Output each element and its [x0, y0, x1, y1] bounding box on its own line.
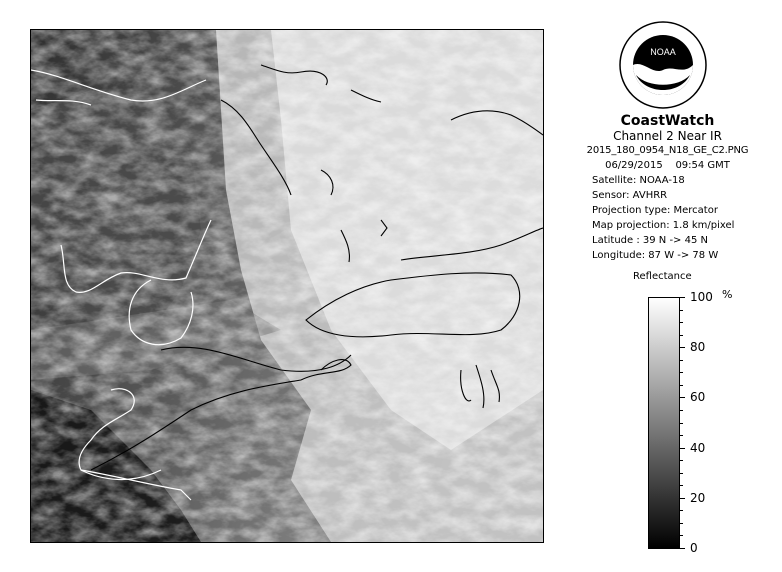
colorbar-tick [680, 423, 683, 424]
projection-type-line: Projection type: Mercator [592, 205, 718, 216]
reflectance-colorbar [648, 297, 680, 549]
colorbar-tick-label: 40 [690, 440, 706, 455]
colorbar-tick [680, 485, 683, 486]
time-value: 09:54 GMT [675, 160, 730, 171]
noaa-logo [618, 20, 708, 110]
colorbar-tick [680, 385, 683, 386]
satellite-line: Satellite: NOAA-18 [592, 175, 685, 186]
colorbar-tick-label: 20 [690, 490, 706, 505]
colorbar-tick [680, 548, 685, 549]
satellite-map[interactable] [30, 29, 544, 543]
colorbar-tick [680, 448, 685, 449]
colorbar-tick-label: 80 [690, 340, 706, 355]
colorbar-tick [680, 397, 685, 398]
colorbar-unit: % [722, 288, 733, 301]
colorbar-title: Reflectance [633, 271, 692, 282]
map-projection-line: Map projection: 1.8 km/pixel [592, 220, 735, 231]
colorbar-tick [680, 473, 683, 474]
colorbar-tick [680, 510, 683, 511]
colorbar-tick [680, 372, 683, 373]
colorbar-tick [680, 498, 685, 499]
colorbar-tick [680, 335, 683, 336]
colorbar-tick [680, 410, 683, 411]
colorbar-tick-label: 60 [690, 390, 706, 405]
colorbar-tick [680, 322, 683, 323]
colorbar-tick [680, 297, 685, 298]
noaa-logo-text: NOAA [650, 47, 676, 57]
colorbar-tick [680, 460, 683, 461]
file-name: 2015_180_0954_N18_GE_C2.PNG [586, 145, 749, 156]
colorbar-tick [680, 523, 683, 524]
latitude-line: Latitude : 39 N -> 45 N [592, 235, 708, 246]
datetime [565, 158, 770, 173]
satellite-image [31, 30, 543, 542]
colorbar-tick [680, 310, 683, 311]
colorbar-tick [680, 435, 683, 436]
longitude-line: Longitude: 87 W -> 78 W [592, 250, 719, 261]
sensor-line: Sensor: AVHRR [592, 190, 668, 201]
colorbar-tick-label: 0 [690, 541, 698, 555]
date-value: 06/29/2015 [605, 160, 663, 171]
info-panel [565, 113, 770, 263]
colorbar-tick [680, 347, 685, 348]
colorbar-tick [680, 360, 683, 361]
channel-label: Channel 2 Near IR [613, 129, 722, 143]
colorbar-tick-label: 100 [690, 290, 713, 304]
colorbar-tick [680, 535, 683, 536]
panel-title: CoastWatch [620, 113, 715, 129]
noaa-logo-icon [618, 20, 708, 110]
